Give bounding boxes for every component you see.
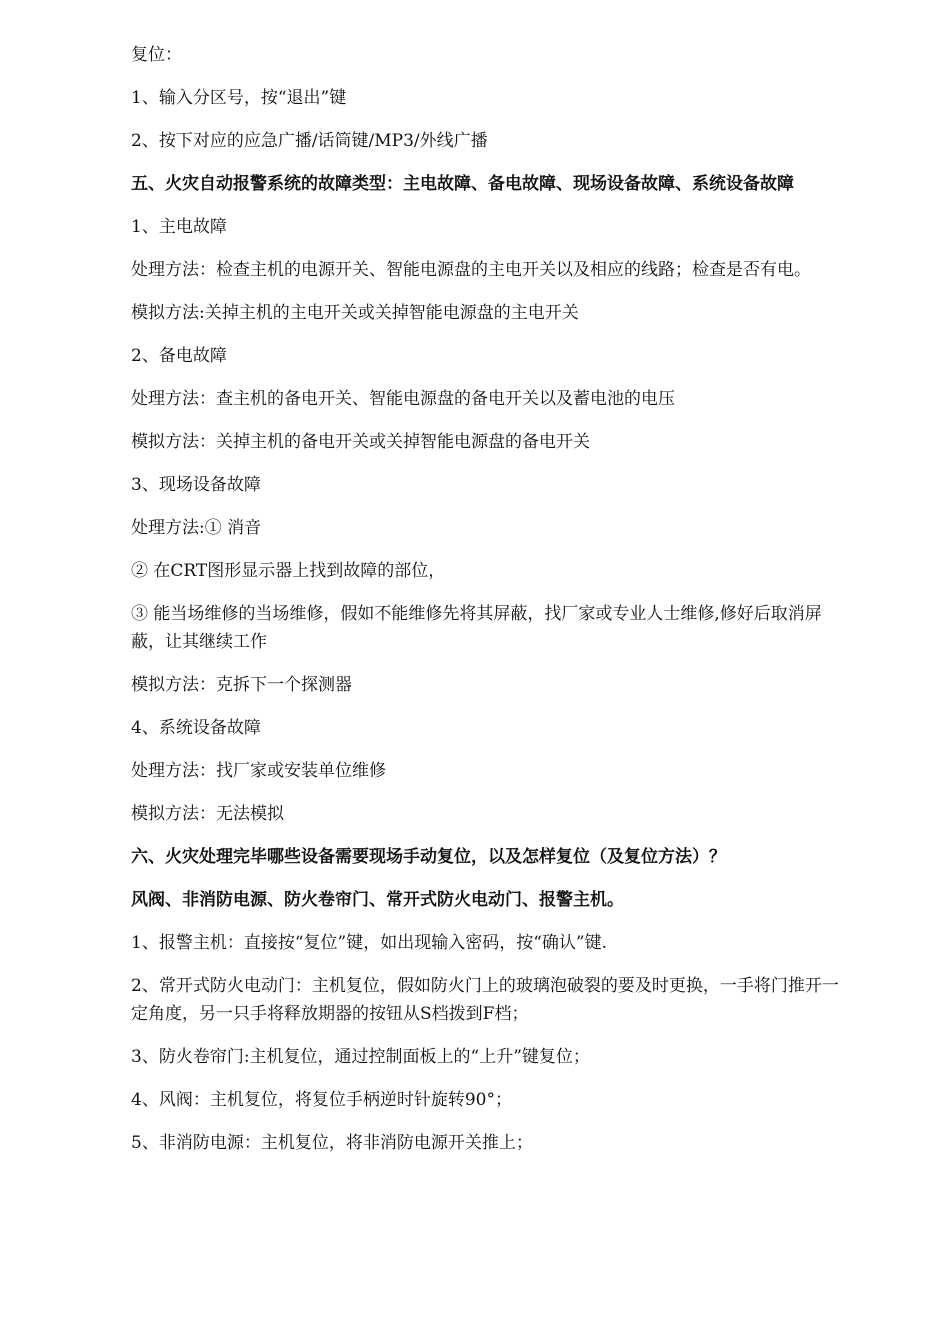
text-line: ② 在CRT图形显示器上找到故障的部位， — [131, 561, 446, 581]
text-line: 处理方法：检查主机的电源开关、智能电源盘的主电开关以及相应的线路；检查是否有电。 — [131, 260, 811, 280]
text-line: 模拟方法：关掉主机的备电开关或关掉智能电源盘的备电开关 — [131, 432, 590, 452]
text-line: 5、非消防电源：主机复位，将非消防电源开关推上； — [131, 1133, 533, 1153]
section-heading: 风阀、非消防电源、防火卷帘门、常开式防火电动门、报警主机。 — [131, 890, 624, 910]
text-line: 2、按下对应的应急广播/话筒键/MP3/外线广播 — [131, 131, 488, 151]
text-line: 4、风阀：主机复位，将复位手柄逆时针旋转90°； — [131, 1090, 512, 1110]
text-line: 模拟方法：克拆下一个探测器 — [131, 675, 352, 695]
text-line: 1、输入分区号，按“退出”键 — [131, 88, 347, 108]
text-line: ③ 能当场维修的当场维修，假如不能维修先将其屏蔽，找厂家或专业人士维修,修好后取消屏蔽，让其继续工作 — [131, 604, 822, 652]
section-heading: 五、火灾自动报警系统的故障类型：主电故障、备电故障、现场设备故障、系统设备故障 — [131, 174, 794, 194]
text-line: 2、备电故障 — [131, 346, 227, 366]
text-line: 处理方法：找厂家或安装单位维修 — [131, 761, 386, 781]
section-heading: 六、火灾处理完毕哪些设备需要现场手动复位，以及怎样复位（及复位方法）？ — [131, 847, 726, 867]
document-body — [131, 41, 841, 1172]
text-line: 3、防火卷帘门:主机复位，通过控制面板上的“上升”键复位； — [131, 1047, 590, 1067]
text-line: 模拟方法：无法模拟 — [131, 804, 284, 824]
text-line: 3、现场设备故障 — [131, 475, 261, 495]
text-line: 模拟方法:关掉主机的主电开关或关掉智能电源盘的主电开关 — [131, 303, 579, 323]
text-line: 处理方法：查主机的备电开关、智能电源盘的备电开关以及蓄电池的电压 — [131, 389, 675, 409]
text-line: 4、系统设备故障 — [131, 718, 261, 738]
text-line: 复位： — [131, 45, 182, 65]
text-line: 2、常开式防火电动门：主机复位，假如防火门上的玻璃泡破裂的要及时更换，一手将门推开一定角度，另一只手将释放期器的按钮从S档拨到F档； — [131, 976, 839, 1024]
text-line: 1、报警主机：直接按“复位”键，如出现输入密码，按“确认”键. — [131, 933, 607, 953]
text-line: 处理方法:① 消音 — [131, 518, 262, 538]
text-line: 1、主电故障 — [131, 217, 227, 237]
